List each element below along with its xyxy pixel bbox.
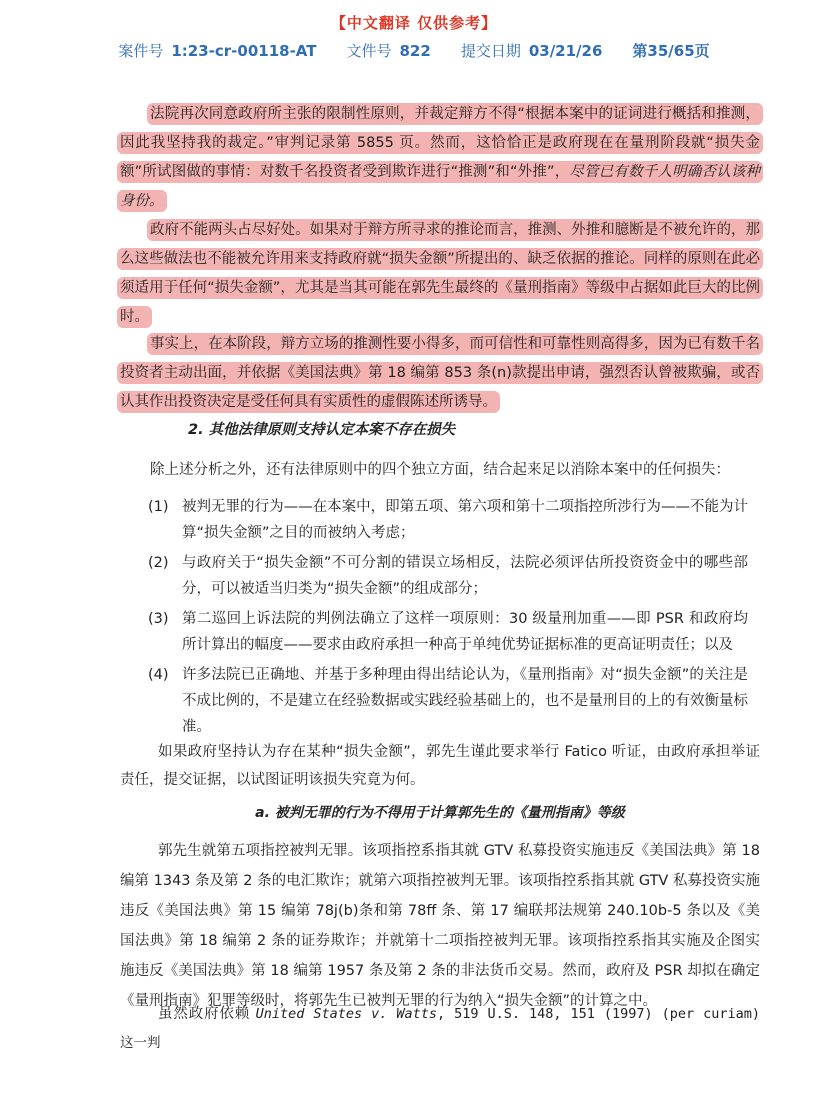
list-item: (2) 与政府关于“损失金额”不可分割的错误立场相反，法院必须评估所投资资金中的哪些部分，可以被适当归类为“损失金额”的组成部分；	[148, 555, 748, 597]
document-number: 文件号 822	[346, 42, 431, 60]
case-citation: United States v. Watts	[255, 1006, 438, 1022]
paragraph-intro: 除上述分析之外，还有法律原则中的四个独立方面，结合起来足以消除本案中的任何损失：	[150, 462, 730, 478]
subsection-heading-a: a. 被判无罪的行为不得用于计算郭先生的《量刑指南》等级	[255, 805, 625, 821]
list-item: (4) 许多法院已正确地、并基于多种理由得出结论认为，《量刑指南》对“损失金额”的关注是不成比例的，不是建立在经验数据或实践经验基础上的，也不是量刑目的上的有效衡量标准。	[148, 667, 748, 735]
paragraph-highlighted-2: 政府不能两头占尽好处。如果对于辩方所寻求的推论而言，推测、外推和臆断是不被允许的，那么这些做法也不能被允许用来支持政府就“损失金额”所提出的、缺乏依据的推论。同样的原则在此必须适用于任何“损失金额”，尤其是当其可能在郭先生最终的《量刑指南》等级中占据如此巨大的比例时。	[120, 222, 760, 325]
translation-note: 【中文翻译 仅供参考】	[330, 14, 498, 32]
paragraph-watts: 虽然政府依赖 United States v. Watts, 519 U.S. 148, 151 (1997) (per curiam) 这一判	[120, 1006, 761, 1051]
filed-date: 提交日期 03/21/26	[460, 42, 603, 60]
document-header	[0, 40, 828, 61]
list-item: (1) 被判无罪的行为——在本案中，即第五项、第六项和第十二项指控所涉行为——不能为计算“损失金额”之目的而被纳入考虑；	[148, 499, 748, 541]
paragraph-fatico: 如果政府坚持认为存在某种“损失金额”，郭先生谨此要求举行 Fatico 听证，由政府承担举证责任，提交证据，以试图证明该损失究竟为何。	[120, 744, 760, 788]
principles-list	[148, 494, 748, 744]
paragraph-highlighted-3: 事实上，在本阶段，辩方立场的推测性要小得多，而可信性和可靠性则高得多，因为已有数千名投资者主动出面，并依据《美国法典》第 18 编第 853 条(n)款提出申请，强烈否认曾被欺骗，或否认其作出投资决定是受任何具有实质性的虚假陈述所诱导。	[120, 336, 760, 410]
paragraph-highlighted-1: 法院再次同意政府所主张的限制性原则，并裁定辩方不得“根据本案中的证词进行概括和推测，因此我坚持我的裁定。”审判记录第 5855 页。然而，这恰恰正是政府现在在量刑阶段就“损失金额”所试图做的事情：对数千名投资者受到欺诈进行“推测”和“外推”，尽管已有数千人明确否认该种身份。	[120, 106, 761, 209]
page-number: 第35/65页	[632, 42, 710, 60]
section-heading-2: 2. 其他法律原则支持认定本案不存在损失	[188, 422, 456, 438]
paragraph-acquitted-conduct: 郭先生就第五项指控被判无罪。该项指控系指其就 GTV 私募投资实施违反《美国法典》第 18 编第 1343 条及第 2 条的电汇欺诈；就第六项指控被判无罪。该项指控系指其就 GTV 私募投资实施违反《美国法典》第 15 编第 78j(b)条和第 78ff 条、第 17 编联邦法规第 240.10b-5 条以及《美国法典》第 18 编第 2 条的证券欺诈；并就第十二项指控被判无罪。该项指控系指其实施及企图实施违反《美国法典》第 18 编第 1957 条及第 2 条的非法货币交易。然而，政府及 PSR 却拟在确定《量刑指南》犯罪等级时，将郭先生已被判无罪的行为纳入“损失金额”的计算之中。	[120, 843, 760, 1009]
case-number: 案件号 1:23-cr-00118-AT	[118, 42, 317, 60]
list-item: (3) 第二巡回上诉法院的判例法确立了这样一项原则：30 级量刑加重——即 PSR 和政府均所计算出的幅度——要求由政府承担一种高于单纯优势证据标准的更高证明责任；以及	[148, 611, 748, 653]
